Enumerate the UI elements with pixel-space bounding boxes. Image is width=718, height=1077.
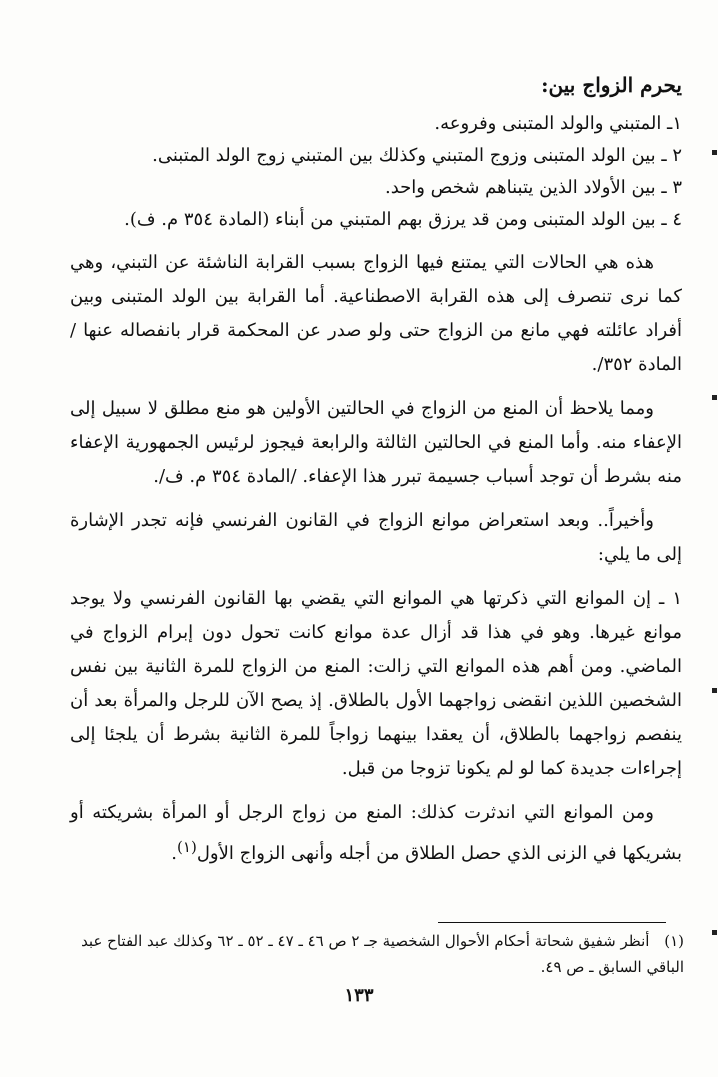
list-item: ٢ ـ بين الولد المتبنى وزوج المتبني وكذلك بين المتبني زوج الولد المتبنى. xyxy=(152,145,682,166)
numbered-paragraph: ١ ـ إن الموانع التي ذكرتها هي الموانع التي يقضي بها القانون الفرنسي ولا يوجد موانع غيرها. وهو في هذا قد أزال عدة موانع كانت تحول دون إبرام الزواج في الماضي. ومن أهم هذه الموانع التي زالت: المنع من الزواج للمرة الثانية بين نفس الشخصين اللذين انقضى زواجهما الأول بالطلاق. إذ يصح الآن للرجل والمرأة بعد أن ينفصم زواجهما بالطلاق، أن يعقدا بينهما زواجاً للمرة الثانية بشرط أن يلجئا إلى إجراءات جديدة كما لو لم يكونا تزوجا من قبل. xyxy=(70,588,682,779)
body-text xyxy=(70,70,682,871)
footnote-reference: (١) xyxy=(177,838,197,856)
scan-edge-mark xyxy=(712,930,717,935)
paragraph-obsolete-impediments xyxy=(70,796,682,871)
footnote-number: (١) xyxy=(664,932,684,950)
footnote-divider xyxy=(438,922,666,923)
paragraph-adoption-kinship: هذه هي الحالات التي يمتنع فيها الزواج بسبب القرابة الناشئة عن التبني، وهي كما نرى تنصرف إلى هذه القرابة الاصطناعية. أما القرابة بين الولد المتبنى وبين أفراد عائلته فهي مانع من الزواج حتى ولو صدر عن المحكمة قرار بانفصاله عنها /المادة ٣٥٢/. xyxy=(70,252,682,375)
paragraph-text: ومن الموانع التي اندثرت كذلك: المنع من زواج الرجل أو المرأة بشريكته أو بشريكها في الزنى الذي حصل الطلاق من أجله وأنهى الزواج الأول xyxy=(70,802,682,864)
list-item: ٣ ـ بين الأولاد الذين يتبناهم شخص واحد. xyxy=(384,177,682,198)
scan-edge-mark xyxy=(712,688,717,693)
footnote-text: أنظر شفيق شحاتة أحكام الأحوال الشخصية جـ ٢ ص ٤٦ ـ ٤٧ ـ ٥٢ ـ ٦٢ وكذلك عبد الفتاح عبد الباقي السابق ـ ص ٤٩. xyxy=(81,932,684,976)
prohibition-list xyxy=(70,108,682,236)
list-item: ٤ ـ بين الولد المتبنى ومن قد يرزق بهم المتبني من أبناء (المادة ٣٥٤ م. ف). xyxy=(124,209,682,230)
paragraph-exemption: ومما يلاحظ أن المنع من الزواج في الحالتين الأولين هو منع مطلق لا سبيل إلى الإعفاء منه. وأما المنع في الحالتين الثالثة والرابعة فيجوز لرئيس الجمهورية الإعفاء منه بشرط أن توجد أسباب جسيمة تبرر هذا الإعفاء. /المادة ٣٥٤ م. ف/. xyxy=(70,398,682,487)
paragraph-end: . xyxy=(171,843,178,864)
paragraph-finally: وأخيراً.. وبعد استعراض موانع الزواج في القانون الفرنسي فإنه تجدر الإشارة إلى ما يلي: xyxy=(70,510,682,565)
scan-edge-mark xyxy=(712,395,717,400)
section-heading: يحرم الزواج بين: xyxy=(541,73,682,97)
list-item: ١ـ المتبني والولد المتبنى وفروعه. xyxy=(434,113,682,134)
page-number: ١٣٣ xyxy=(344,985,374,1006)
scan-edge-mark xyxy=(712,150,717,155)
footnote xyxy=(72,928,684,980)
